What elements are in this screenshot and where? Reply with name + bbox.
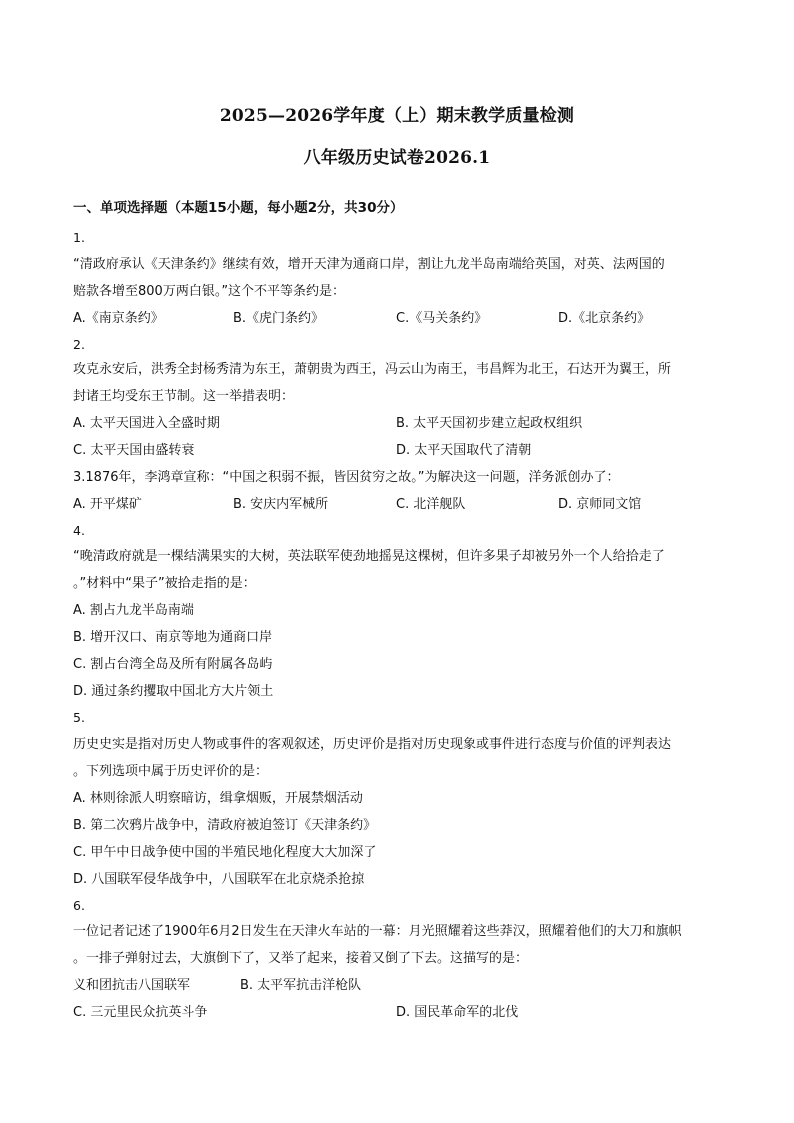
question-6-number: 6. xyxy=(73,898,85,913)
question-1-number: 1. xyxy=(73,230,85,245)
question-2-number: 2. xyxy=(73,337,85,352)
question-5-number: 5. xyxy=(73,710,85,725)
question-2-stem-line1: 攻克永安后，洪秀全封杨秀清为东王，萧朝贵为西王，冯云山为南王，韦昌辉为北王，石达开为翼王，所 xyxy=(73,362,672,377)
question-2-option-b: B. 太平天国初步建立起政权组织 xyxy=(396,416,583,431)
exam-subtitle: 八年级历史试卷2026.1 xyxy=(303,148,491,168)
section-heading: 一、单项选择题（本题15小题，每小题2分，共30分） xyxy=(73,200,404,216)
question-4-stem-line1: “晚清政府就是一棵结满果实的大树，英法联军使劲地摇晃这棵树，但许多果子却被另外一个人给拾走了 xyxy=(73,549,665,564)
question-6-option-d: D. 国民革命军的北伐 xyxy=(396,1005,519,1020)
question-4-stem-line2: 。”材料中“果子”被拾走指的是： xyxy=(73,576,256,591)
question-5-option-b: B. 第二次鸦片战争中，清政府被迫签订《天津条约》 xyxy=(73,818,377,833)
question-1-option-d: D.《北京条约》 xyxy=(558,311,651,326)
question-1-option-a: A.《南京条约》 xyxy=(73,311,164,326)
question-6-option-b: B. 太平军抗击洋枪队 xyxy=(240,978,362,993)
question-4-option-a: A. 割占九龙半岛南端 xyxy=(73,603,194,618)
question-6-stem-line2: 。一排子弹射过去，大旗倒下了，又举了起来，接着又倒了下去。这描写的是： xyxy=(73,951,529,966)
question-3-option-a: A. 开平煤矿 xyxy=(73,497,142,512)
question-5-option-c: C. 甲午中日战争使中国的半殖民地化程度大大加深了 xyxy=(73,845,377,860)
question-6-stem-line1: 一位记者记述了1900年6月2日发生在天津火车站的一幕：月光照耀着这些莽汉，照耀着他们的大刀和旗帜 xyxy=(73,924,682,939)
question-2-stem-line2: 封诸王均受东王节制。这一举措表明： xyxy=(73,389,295,404)
exam-title: 2025—2026学年度（上）期末教学质量检测 xyxy=(219,106,575,126)
question-3-option-b: B. 安庆内军械所 xyxy=(233,497,329,512)
question-1-option-b: B.《虎门条约》 xyxy=(233,311,325,326)
question-6-option-c: C. 三元里民众抗英斗争 xyxy=(73,1005,208,1020)
question-4-option-c: C. 割占台湾全岛及所有附属各岛屿 xyxy=(73,657,273,672)
question-2-option-c: C. 太平天国由盛转衰 xyxy=(73,443,195,458)
question-3-option-c: C. 北洋舰队 xyxy=(396,497,466,512)
question-4-option-b: B. 增开汉口、南京等地为通商口岸 xyxy=(73,630,273,645)
question-3-stem: 3.1876年，李鸿章宣称：“中国之积弱不振，皆因贫穷之故。”为解决这一问题，洋务派创办了： xyxy=(73,470,620,485)
question-1-option-c: C.《马关条约》 xyxy=(396,311,488,326)
question-3-option-d: D. 京师同文馆 xyxy=(558,497,642,512)
question-5-option-d: D. 八国联军侵华战争中，八国联军在北京烧杀抢掠 xyxy=(73,872,365,887)
question-1-stem-line1: “清政府承认《天津条约》继续有效，增开天津为通商口岸，割让九龙半岛南端给英国，对英、法两国的 xyxy=(73,257,665,272)
question-6-option-a: 义和团抗击八国联军 xyxy=(73,978,191,993)
question-2-option-a: A. 太平天国进入全盛时期 xyxy=(73,416,220,431)
question-4-number: 4. xyxy=(73,523,85,538)
question-5-stem-line1: 历史史实是指对历史人物或事件的客观叙述，历史评价是指对历史现象或事件进行态度与价值的评判表达 xyxy=(73,737,672,752)
question-4-option-d: D. 通过条约攫取中国北方大片领土 xyxy=(73,684,274,699)
question-5-stem-line2: 。下列选项中属于历史评价的是： xyxy=(73,764,269,779)
question-1-stem-line2: 赔款各增至800万两白银。”这个不平等条约是： xyxy=(73,284,346,299)
question-5-option-a: A. 林则徐派人明察暗访，缉拿烟贩，开展禁烟活动 xyxy=(73,791,363,806)
question-2-option-d: D. 太平天国取代了清朝 xyxy=(396,443,532,458)
